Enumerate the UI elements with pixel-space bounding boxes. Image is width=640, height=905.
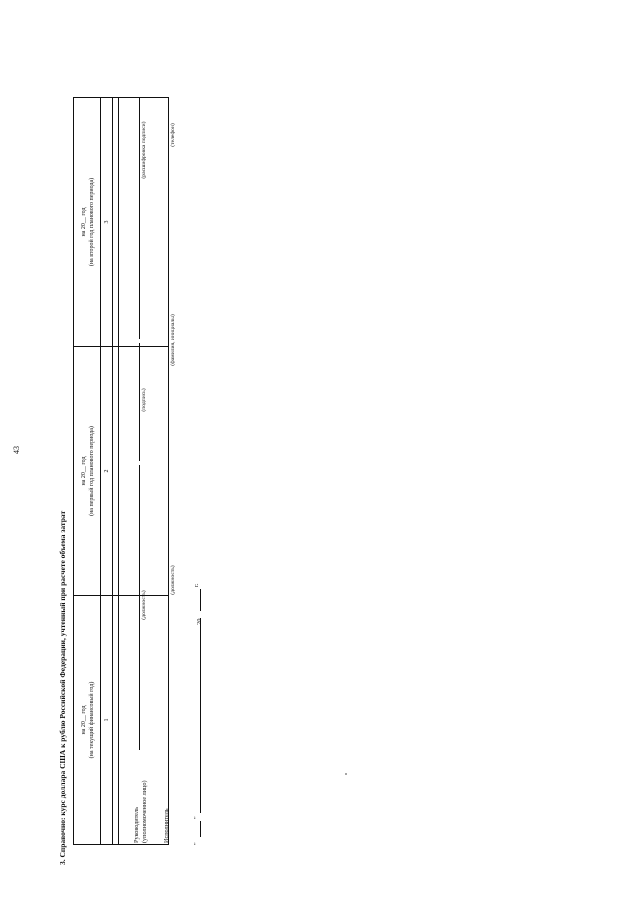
head-decoding-caption: (расшифровка подписи): [141, 121, 147, 179]
table-column-3: [74, 98, 168, 346]
head-decoding-line: [139, 97, 140, 339]
date-open-quote: ": [193, 842, 200, 845]
head-signature-line: [139, 343, 140, 461]
executor-position-caption: (должность): [170, 565, 176, 595]
table-column-2: [74, 346, 168, 595]
head-label-line1: Руководитель: [133, 807, 140, 843]
date-close-quote: ": [193, 816, 200, 819]
column-note: (на первый год планового периода): [89, 426, 95, 516]
column-note: (на текущий финансовый год): [89, 681, 95, 759]
head-position-caption: (должность): [141, 590, 147, 620]
executor-name-line: [168, 270, 169, 485]
head-signature-caption: (подпись): [141, 388, 147, 412]
column-number: 2: [104, 469, 110, 473]
executor-phone-line: [168, 97, 169, 265]
column-year: на 20__ год: [81, 705, 87, 735]
scan-speck: [345, 773, 347, 775]
date-year-suffix: г.: [193, 583, 200, 587]
head-label: [133, 780, 149, 843]
table-column-1: [74, 595, 168, 844]
column-number: 1: [104, 718, 110, 722]
page-number: 43: [12, 446, 21, 454]
column-header: [80, 596, 96, 844]
column-note: (на второй год планового периода): [89, 177, 95, 267]
section-title: 3. Справочно: курс доллара США к рублю Российской Федерации, учтенный при расчете объема затрат: [58, 510, 67, 865]
executor-label: Исполнитель: [163, 808, 170, 843]
head-position-line: [139, 465, 140, 750]
column-header: [80, 347, 96, 595]
column-year: на 20__ год: [81, 207, 87, 237]
head-label-line2: (уполномоченное лицо): [141, 780, 148, 843]
executor-phone-caption: (телефон): [170, 123, 176, 147]
exchange-rate-table: [73, 97, 169, 845]
executor-position-line: [168, 470, 169, 690]
date-day-line: [200, 821, 201, 837]
column-header: [80, 98, 96, 346]
date-year-prefix: 20: [196, 618, 203, 625]
date-year-line: [200, 589, 201, 611]
column-year: на 20__ год: [81, 456, 87, 486]
column-number: 3: [104, 220, 110, 224]
date-month-line: [200, 618, 201, 813]
executor-name-caption: (фамилия, инициалы): [170, 314, 176, 366]
